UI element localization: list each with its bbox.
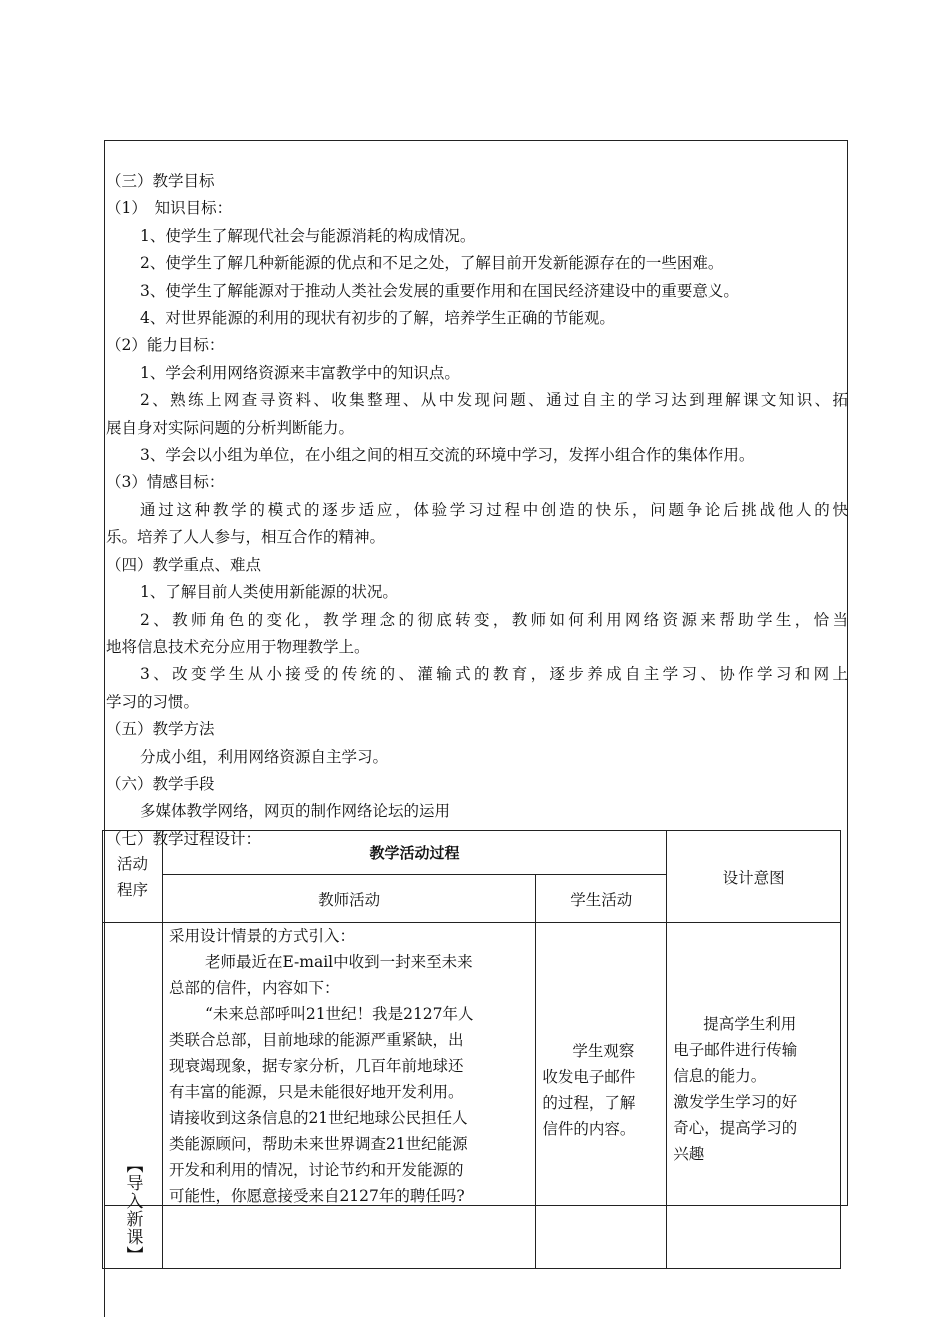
- teacher-line: 有丰富的能源，只是未能很好地开发利用。: [168, 1083, 464, 1101]
- method-title: （五）教学方法: [106, 720, 215, 739]
- teacher-line: 老师最近在E-mail中收到一封来至未来: [204, 953, 473, 971]
- intent-line: 奇心，提高学习的: [673, 1119, 798, 1137]
- intent-line: 兴趣: [673, 1145, 705, 1163]
- knowledge-item: 2、使学生了解几种新能源的优点和不足之处，了解目前开发新能源存在的一些困难。: [140, 254, 724, 273]
- key-item: 2、教师角色的变化，教学理念的彻底转变，教师如何利用网络资源来帮助学生，恰当: [140, 610, 848, 629]
- knowledge-title: （1） 知识目标：: [106, 199, 233, 218]
- header-intent: 设计意图: [667, 831, 841, 923]
- ability-item: 1、学会利用网络资源来丰富教学中的知识点。: [140, 363, 460, 382]
- student-line: 信件的内容。: [542, 1120, 636, 1138]
- teacher-line: 现衰竭现象，据专家分析，几百年前地球还: [168, 1057, 464, 1075]
- teacher-line: 类联合总部，目前地球的能源严重紧缺，出: [168, 1031, 464, 1049]
- section-goals-title: （三）教学目标: [106, 172, 215, 190]
- intent-cell: [667, 923, 841, 1269]
- method-text: 分成小组，利用网络资源自主学习。: [140, 747, 389, 766]
- intent-line: 提高学生利用: [703, 1015, 797, 1033]
- teacher-line: 开发和利用的情况，讨论节约和开发能源的: [168, 1161, 464, 1179]
- ability-title: （2）能力目标：: [106, 336, 225, 355]
- document-body: [104, 168, 848, 853]
- header-activity: 活动程序: [103, 831, 163, 923]
- emotion-title: （3）情感目标：: [106, 473, 225, 492]
- key-item: 地将信息技术充分应用于物理教学上。: [106, 637, 370, 656]
- process-title: （七）教学过程设计：: [106, 829, 262, 848]
- process-table: [102, 830, 841, 1269]
- teacher-line: 总部的信件，内容如下：: [168, 979, 340, 997]
- intent-line: 激发学生学习的好: [673, 1093, 798, 1111]
- teacher-line: 采用设计情景的方式引入：: [168, 927, 355, 945]
- key-title: （四）教学重点、难点: [106, 555, 262, 574]
- teacher-line: “未来总部呼叫21世纪！我是2127年人: [204, 1005, 474, 1023]
- student-line: 的过程，了解: [542, 1094, 636, 1112]
- student-line: 学生观察: [572, 1042, 635, 1060]
- student-line: 收发电子邮件: [542, 1068, 636, 1086]
- knowledge-item: 3、使学生了解能源对于推动人类社会发展的重要作用和在国民经济建设中的重要意义。: [140, 281, 739, 300]
- ability-item: 2、熟练上网查寻资料、收集整理、从中发现问题、通过自主的学习达到理解课文知识、拓: [140, 391, 848, 410]
- key-item: 学习的习惯。: [106, 692, 200, 711]
- header-teacher: 教师活动: [162, 875, 535, 923]
- header-process: 教学活动过程: [162, 831, 666, 875]
- student-activity-cell: [536, 923, 667, 1269]
- ability-item: 3、学会以小组为单位，在小组之间的相互交流的环境中学习，发挥小组合作的集体作用。: [140, 446, 755, 465]
- teacher-line: 类能源顾问，帮助未来世界调查21世纪能源: [168, 1135, 468, 1153]
- emotion-item: 乐。培养了人人参与，相互合作的精神。: [106, 528, 386, 547]
- means-text: 多媒体教学网络，网页的制作网络论坛的运用: [140, 802, 451, 821]
- key-item: 3、改变学生从小接受的传统的、灌输式的教育，逐步养成自主学习、协作学习和网上: [140, 665, 848, 684]
- header-student: 学生活动: [536, 875, 667, 923]
- teacher-activity-cell: [162, 923, 535, 1269]
- key-item: 1、了解目前人类使用新能源的状况。: [140, 583, 398, 602]
- knowledge-item: 1、使学生了解现代社会与能源消耗的构成情况。: [140, 226, 476, 245]
- intent-line: 信息的能力。: [673, 1067, 767, 1085]
- stage-label: 【导入新课】: [122, 1156, 143, 1264]
- teacher-line: 请接收到这条信息的21世纪地球公民担任人: [168, 1109, 468, 1127]
- ability-item: 展自身对实际问题的分析判断能力。: [106, 418, 355, 437]
- intent-line: 电子邮件进行传输: [673, 1041, 798, 1059]
- means-title: （六）教学手段: [106, 774, 215, 793]
- knowledge-item: 4、对世界能源的利用的现状有初步的了解，培养学生正确的节能观。: [140, 309, 615, 328]
- teacher-line: 可能性，你愿意接受来自2127年的聘任吗?: [168, 1187, 465, 1205]
- emotion-item: 通过这种教学的模式的逐步适应，体验学习过程中创造的快乐，问题争论后挑战他人的快: [140, 500, 848, 519]
- stage-cell: [103, 923, 163, 1269]
